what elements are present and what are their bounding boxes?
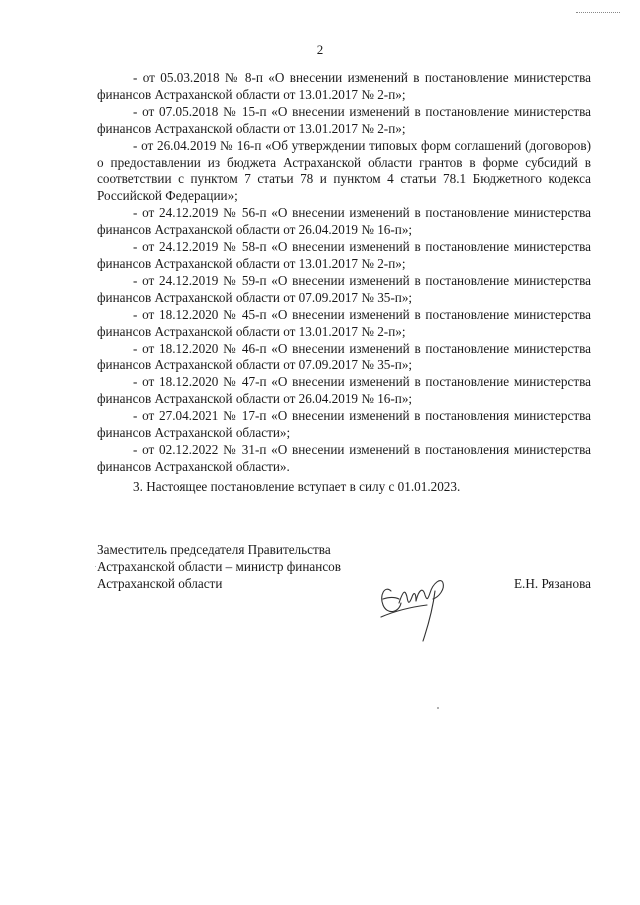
signer-name: Е.Н. Рязанова (514, 576, 591, 591)
page-number: 2 (316, 42, 324, 57)
list-item: - от 26.04.2019 № 16-п «Об утверждении типовых форм соглашений (договоров) о предоставлении из бюджета Астраханской области грантов в форме субсидий в соответствии с пунктом 7 статьи 78 и пунктом 4 статьи 78.1 Бюджетного кодекса Российской Федерации»; (97, 137, 591, 204)
signer-title-line: Заместитель председателя Правительства (97, 542, 331, 557)
signature-block (97, 541, 591, 631)
list-item: - от 18.12.2020 № 46-п «О внесении изменений в постановление министерства финансов Астраханской области от 07.09.2017 № 35-п»; (97, 340, 591, 373)
handwritten-signature (375, 561, 455, 645)
signer-title (97, 541, 341, 592)
list-item: - от 18.12.2020 № 47-п «О внесении изменений в постановление министерства финансов Астраханской области от 26.04.2019 № 16-п»; (97, 374, 591, 407)
list-item: - от 18.12.2020 № 45-п «О внесении изменений в постановление министерства финансов Астраханской области от 13.01.2017 № 2-п»; (97, 306, 591, 339)
list-item: - от 07.05.2018 № 15-п «О внесении изменений в постановление министерства финансов Астраханской области от 13.01.2017 № 2-п»; (97, 103, 591, 136)
signer-title-line: Астраханской области – министр финансов (97, 559, 341, 574)
list-item: - от 27.04.2021 № 17-п «О внесении изменений в постановления министерства финансов Астраханской области»; (97, 408, 591, 441)
scan-speck (95, 566, 96, 567)
list-item: - от 02.12.2022 № 31-п «О внесении изменений в постановления министерства финансов Астраханской области». (97, 441, 591, 474)
list-item: - от 05.03.2018 № 8-п «О внесении изменений в постановление министерства финансов Астраханской области от 13.01.2017 № 2-п»; (97, 70, 591, 102)
document-body (97, 70, 591, 496)
list-item: - от 24.12.2019 № 58-п «О внесении изменений в постановление министерства финансов Астраханской области от 13.01.2017 № 2-п»; (97, 239, 591, 271)
effective-date-clause: 3. Настоящее постановление вступает в силу с 01.01.2023. (133, 478, 461, 494)
list-item: - от 24.12.2019 № 56-п «О внесении изменений в постановление министерства финансов Астраханской области от 26.04.2019 № 16-п»; (97, 205, 591, 238)
list-item: - от 24.12.2019 № 59-п «О внесении изменений в постановление министерства финансов Астраханской области от 07.09.2017 № 35-п»; (97, 272, 591, 305)
scan-mark (576, 12, 620, 15)
signer-title-line: Астраханской области (97, 576, 223, 591)
scan-speck (437, 707, 439, 709)
